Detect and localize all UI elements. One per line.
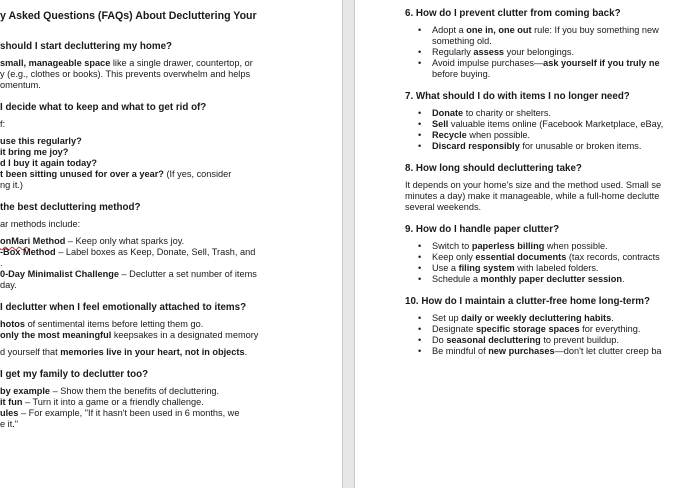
list-item: • Avoid impulse purchases—ask yourself if you truly ne [405,58,684,69]
faq-answer-8-line: several weekends. [405,202,482,212]
list-item: only the most meaningful keepsakes in a designated memory [0,330,259,340]
list-item: e it." [0,419,19,429]
faq-answer-8-line: It depends on your home's size and the method used. Small se [405,180,662,190]
list-item: • Set up daily or weekly decluttering habits. [405,313,684,324]
list-item: • Designate specific storage spaces for everything. [405,324,684,335]
faq-question-9: 9. How do I handle paper clutter? [405,224,560,235]
list-item: • Adopt a one in, one out rule: If you buy something new [405,25,684,36]
list-item: t been sitting unused for over a year? (If yes, consider [0,169,232,179]
list-item-continuation: before buying. [432,69,491,79]
faq-question-7: 7. What should I do with items I no longer need? [405,91,630,102]
faq-answer-1-line: y (e.g., clothes or books). This prevents overwhelm and helps [0,69,251,79]
document-page-right [354,0,684,488]
faq-answer-3-list [0,236,320,291]
faq-answer-10-list [405,313,684,357]
list-item: it fun – Turn it into a game or a friendly challenge. [0,397,204,407]
list-item: • Use a filing system with labeled folders. [405,263,684,274]
faq-answer-7-list [405,108,684,152]
list-item: it bring me joy? [0,147,69,157]
list-item: • Do seasonal decluttering to prevent buildup. [405,335,684,346]
faq-answer-1-line: omentum. [0,80,41,90]
list-item: day. [0,280,17,290]
list-item-continuation: something old. [432,36,492,46]
list-item: • Donate to charity or shelters. [405,108,684,119]
list-item: • Recycle when possible. [405,130,684,141]
list-item: ules – For example, "If it hasn't been used in 6 months, we [0,408,240,418]
list-item: • Sell valuable items online (Facebook Marketplace, eBay, [405,119,684,130]
list-item: onMari Method – Keep only what sparks joy. [0,236,185,246]
faq-question-10: 10. How do I maintain a clutter-free home long-term? [405,296,650,307]
list-item: • Switch to paperless billing when possible. [405,241,684,252]
faq-answer-4-note: d yourself that memories live in your heart, not in objects. [0,347,248,357]
document-title: y Asked Questions (FAQs) About Decluttering Your [0,10,257,22]
list-item: -Box Method – Label boxes as Keep, Donate, Sell, Trash, and [0,247,256,257]
faq-question-4: I declutter when I feel emotionally attached to items? [0,302,247,313]
faq-answer-5-list [0,386,320,430]
list-item: • Be mindful of new purchases—don't let clutter creep ba [405,346,684,357]
faq-answer-2-intro: f: [0,119,6,129]
faq-question-2: I decide what to keep and what to get rid of? [0,102,207,113]
list-item: • Schedule a monthly paper declutter session. [405,274,684,285]
list-item: by example – Show them the benefits of decluttering. [0,386,220,396]
list-item: use this regularly? [0,136,82,146]
faq-question-6: 6. How do I prevent clutter from coming back? [405,8,621,19]
list-item: d I buy it again today? [0,158,97,168]
faq-question-3: the best decluttering method? [0,202,141,213]
faq-answer-6-list [405,25,684,80]
faq-question-1: should I start decluttering my home? [0,41,173,52]
faq-question-5: I get my family to declutter too? [0,369,149,380]
list-item: • Keep only essential documents (tax records, contracts [405,252,684,263]
faq-answer-2-list [0,136,320,180]
list-item: • Regularly assess your belongings. [405,47,684,58]
list-item: 0-Day Minimalist Challenge – Declutter a set number of items [0,269,257,279]
faq-answer-1-line: small, manageable space like a single drawer, countertop, or [0,58,253,68]
list-item: . [0,258,3,268]
faq-answer-3-intro: ar methods include: [0,219,81,229]
page-content-right [405,8,684,357]
faq-answer-4-list [0,319,320,341]
faq-answer-2-continuation: ng it.) [0,180,23,190]
faq-question-8: 8. How long should decluttering take? [405,163,582,174]
list-item: hotos of sentimental items before letting them go. [0,319,204,329]
list-item: • Discard responsibly for unusable or broken items. [405,141,684,152]
page-content-left [0,10,320,430]
faq-answer-9-list [405,241,684,285]
faq-answer-8-line: minutes a day) make it manageable, while a full-home declutte [405,191,660,201]
